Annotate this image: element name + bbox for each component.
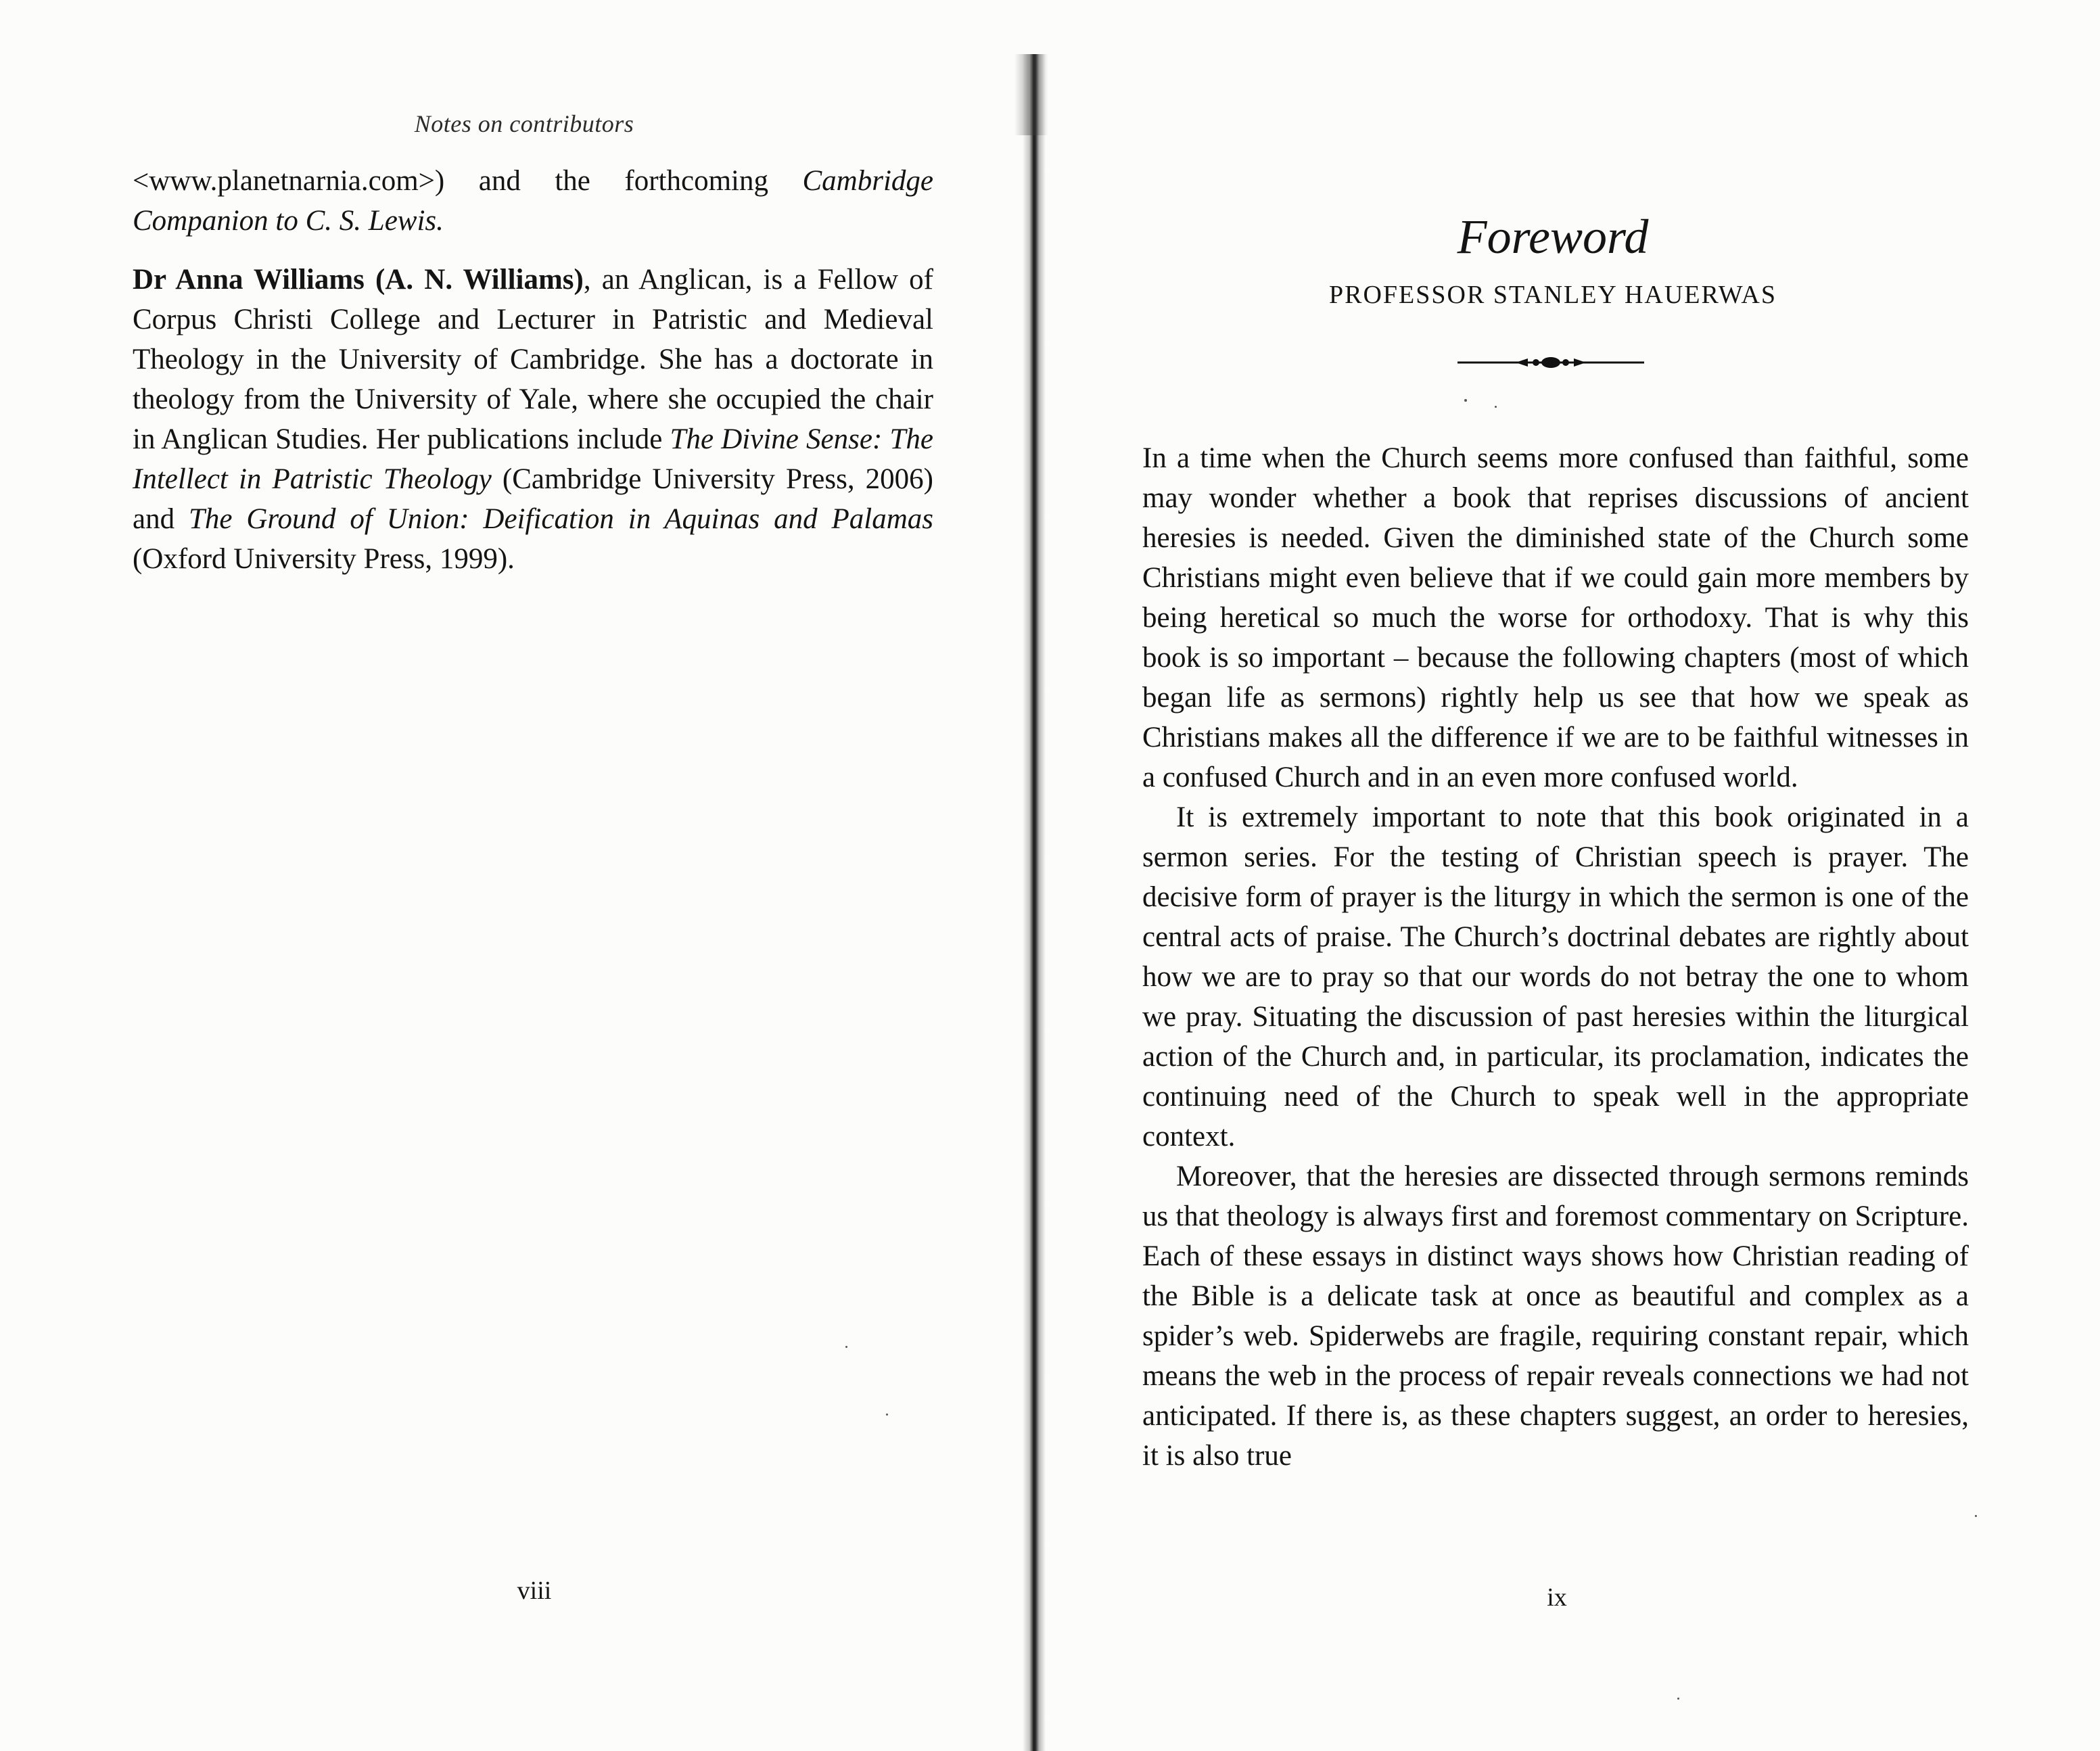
bio-book-1: The Divine Sense: The Intellect in Patristic Theology (133, 423, 933, 495)
foreword-text (1142, 438, 1969, 1476)
scan-speck (886, 1414, 888, 1416)
scan-speck (845, 1346, 847, 1348)
ornament-divider-icon (1457, 353, 1644, 372)
bio-paragraph (133, 260, 933, 579)
foreword-paragraph: Moreover, that the heresies are dissected through sermons reminds us that theology is always first and foremost commentary on Scripture. Each of these essays in distinct ways shows how Christian reading of the Bible is a delicate task at once as beautiful and complex as a spider’s web. Spiderwebs are fragile, requiring constant repair, which means the web in the process of repair reveals connections we had not anticipated. If there is, as these chapters suggest, an order to heresies, it is also true (1142, 1161, 1969, 1472)
running-head: Notes on contributors (414, 110, 634, 137)
scan-speck (1464, 399, 1467, 402)
contributor-name: Dr Anna Williams (A. N. Williams) (133, 264, 584, 296)
foreword-paragraph: It is extremely important to note that this book originated in a sermon series. For the testing of Christian speech is prayer. The decisive form of prayer is the liturgy in which the sermon is one of the central acts of praise. The Church’s doctrinal debates are rightly about how we are to pray so that our words do not betray the one to whom we pray. Situating the discussion of past heresies within the liturgical action of the Church and, in particular, its proclamation, indicates the continuing need of the Church to speak well in the appropriate context. (1142, 801, 1969, 1152)
left-page (0, 0, 1021, 1751)
scan-speck (1975, 1515, 1977, 1517)
continuation-book-title: Cambridge Companion to C. S. Lewis. (133, 165, 933, 237)
chapter-author: PROFESSOR STANLEY HAUERWAS (1329, 281, 1777, 309)
chapter-title: Foreword (1457, 210, 1649, 264)
scan-speck (1677, 1698, 1679, 1700)
gutter-top-shadow (1014, 54, 1048, 135)
bio-text-1: , an Anglican, is a Fellow of Corpus Christi College and Lecturer in Patristic and Medieval Theology in the University of Cambridge. She has a doctorate in theology from the University of Yale, where she occupied the chair in Anglican Studies. Her publications include (133, 264, 933, 455)
bio-text-2: (Cambridge University Press, 2006) and (133, 463, 933, 535)
contributors-text (133, 161, 933, 579)
continuation-text: <www.planetnarnia.com>) and the forthcoming (133, 165, 803, 197)
page-number-left: viii (517, 1577, 552, 1605)
bio-book-2: The Ground of Union: Deification in Aquinas and Palamas (188, 503, 933, 535)
foreword-paragraph: In a time when the Church seems more confused than faithful, some may wonder whether a book that reprises discussions of ancient heresies is needed. Given the diminished state of the Church some Christians might even believe that if we could gain more members by being heretical so much the worse for orthodoxy. That is why this book is so important – because the following chapters (most of which began life as sermons) rightly help us see that how we speak as Christians makes all the difference if we are to be faithful witnesses in a confused Church and in an even more confused world. (1142, 442, 1969, 793)
scan-speck (1495, 406, 1497, 408)
page-number-right: ix (1547, 1583, 1567, 1612)
continuation-paragraph (133, 161, 933, 241)
bio-text-3: (Oxford University Press, 1999). (133, 543, 515, 575)
book-gutter-shadow (1023, 54, 1046, 1751)
